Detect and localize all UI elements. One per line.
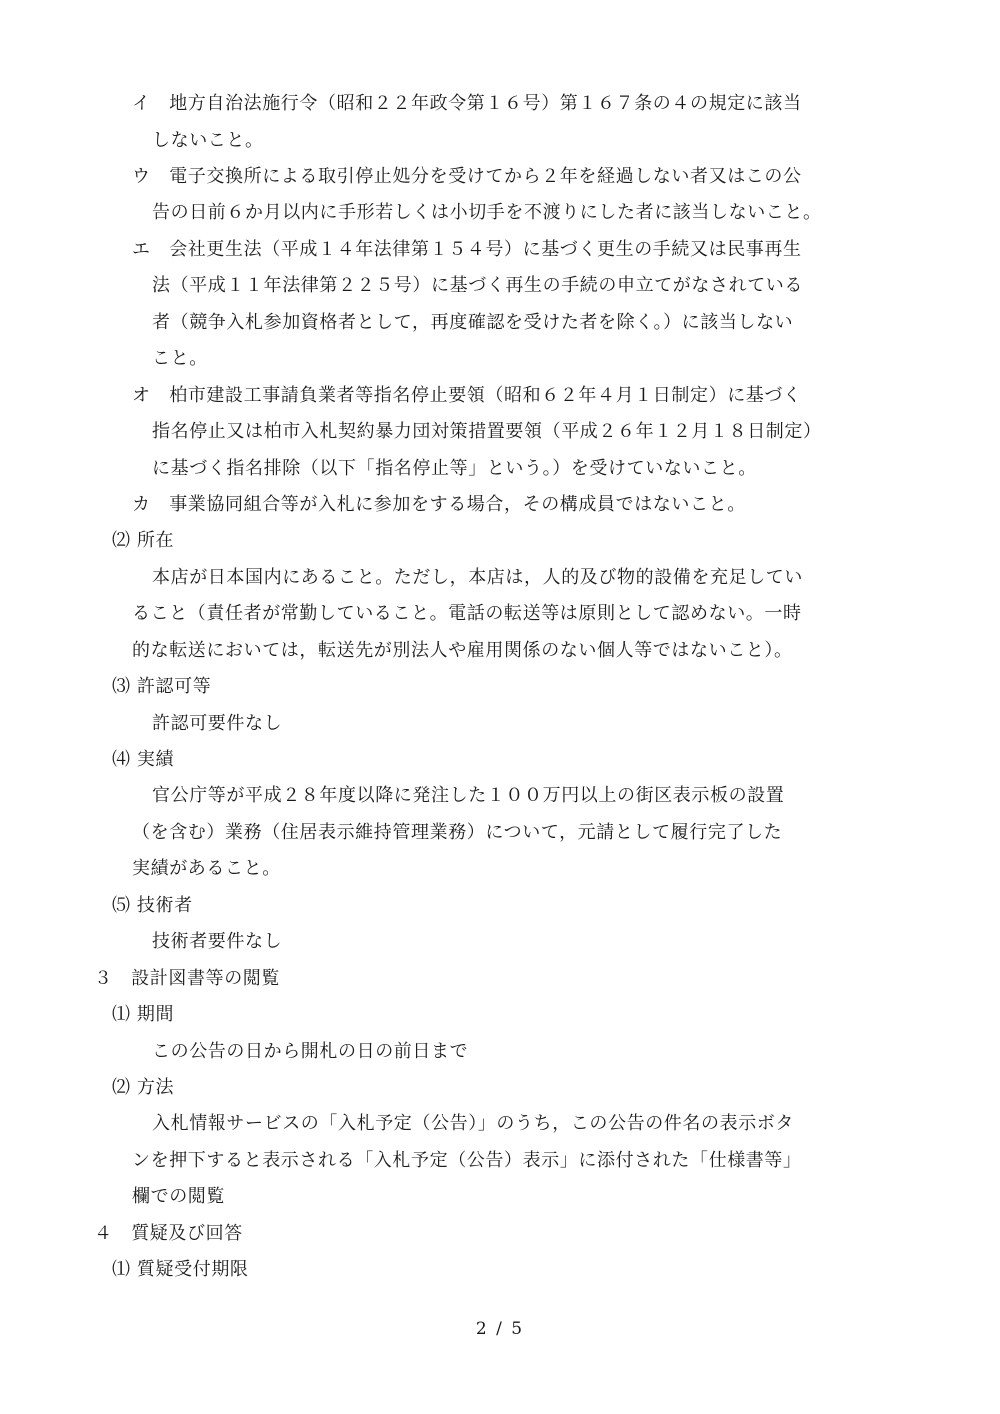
section-heading: ⑵ 方法 [112, 1077, 175, 1098]
text-line: 法（平成１１年法律第２２５号）に基づく再生の手続の申立てがなされている [152, 275, 803, 296]
text-line: 技術者要件なし [152, 931, 283, 952]
text-line: オ 柏市建設工事請負業者等指名停止要領（昭和６２年４月１日制定）に基づく [132, 385, 802, 406]
text-line: 許認可要件なし [152, 713, 283, 734]
text-line: カ 事業協同組合等が入札に参加をする場合，その構成員ではないこと。 [132, 494, 746, 515]
section-heading: ⑸ 技術者 [112, 895, 193, 916]
text-line: ウ 電子交換所による取引停止処分を受けてから２年を経過しない者又はこの公 [132, 166, 802, 187]
text-line: （を含む）業務（住居表示維持管理業務）について，元請として履行完了した [132, 822, 783, 843]
section-heading: ⑴ 期間 [112, 1004, 175, 1025]
text-line: 指名停止又は柏市入札契約暴力団対策措置要領（平成２６年１２月１８日制定） [152, 421, 822, 442]
text-line: イ 地方自治法施行令（昭和２２年政令第１６号）第１６７条の４の規定に該当 [132, 93, 802, 114]
chapter-heading: ４ 質疑及び回答 [94, 1223, 243, 1244]
chapter-heading: ３ 設計図書等の閲覧 [94, 968, 280, 989]
text-line: 告の日前６か月以内に手形若しくは小切手を不渡りにした者に該当しないこと。 [152, 202, 822, 223]
text-line: この公告の日から開札の日の前日まで [152, 1041, 469, 1062]
section-heading: ⑶ 許認可等 [112, 676, 212, 697]
text-line: 実績があること。 [132, 858, 281, 879]
text-line: 本店が日本国内にあること。ただし，本店は，人的及び物的設備を充足してい [152, 567, 803, 588]
text-line: に基づく指名排除（以下「指名停止等」という。）を受けていないこと。 [152, 458, 757, 479]
text-line: ること（責任者が常勤していること。電話の転送等は原則として認めない。一時 [132, 603, 802, 624]
text-line: 者（競争入札参加資格者として，再度確認を受けた者を除く。）に該当しない [152, 312, 794, 333]
section-heading: ⑵ 所在 [112, 530, 175, 551]
text-line: 入札情報サービスの「入札予定（公告）」のうち，この公告の件名の表示ボタ [152, 1113, 794, 1134]
text-line: こと。 [152, 348, 208, 369]
text-line: しないこと。 [152, 130, 264, 151]
text-line: 的な転送においては，転送先が別法人や雇用関係のない個人等ではないこと）。 [132, 640, 793, 661]
text-line: 官公庁等が平成２８年度以降に発注した１００万円以上の街区表示板の設置 [152, 785, 785, 806]
section-heading: ⑴ 質疑受付期限 [112, 1259, 249, 1280]
text-line: エ 会社更生法（平成１４年法律第１５４号）に基づく更生の手続又は民事再生 [132, 239, 802, 260]
section-heading: ⑷ 実績 [112, 749, 175, 770]
page-number: 2 / 5 [475, 1319, 525, 1339]
text-line: ンを押下すると表示される「入札予定（公告）表示」に添付された「仕様書等」 [132, 1150, 802, 1171]
text-line: 欄での閲覧 [132, 1186, 225, 1207]
